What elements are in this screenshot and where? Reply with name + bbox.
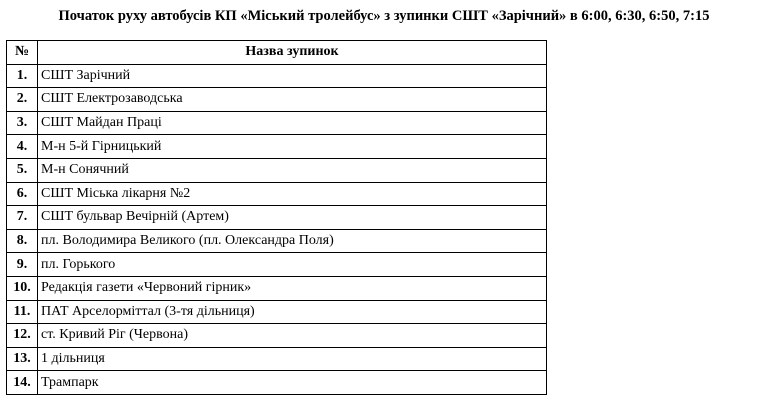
row-stop-name: ст. Кривий Ріг (Червона): [38, 324, 547, 348]
table-row: [7, 324, 547, 348]
row-stop-name: Трампарк: [38, 371, 547, 395]
table-row: [7, 182, 547, 206]
table-row: [7, 206, 547, 230]
row-number: 3.: [7, 111, 38, 135]
table-row: [7, 253, 547, 277]
row-number: 13.: [7, 347, 38, 371]
row-stop-name: М-н Сонячний: [38, 158, 547, 182]
table-row: [7, 64, 547, 88]
row-number: 11.: [7, 300, 38, 324]
row-number: 1.: [7, 64, 38, 88]
header-name: Назва зупинок: [38, 41, 547, 65]
row-stop-name: СШТ Зарічний: [38, 64, 547, 88]
row-stop-name: ПАТ Арселорміттал (3-тя дільниця): [38, 300, 547, 324]
table-row: [7, 229, 547, 253]
table-row: [7, 158, 547, 182]
table-row: [7, 88, 547, 112]
stops-table: [6, 40, 547, 395]
row-stop-name: СШТ Міська лікарня №2: [38, 182, 547, 206]
row-number: 6.: [7, 182, 38, 206]
row-number: 9.: [7, 253, 38, 277]
row-stop-name: пл. Володимира Великого (пл. Олександра Поля): [38, 229, 547, 253]
row-stop-name: СШТ Електрозаводська: [38, 88, 547, 112]
table-header: [7, 41, 547, 65]
table-body: [7, 64, 547, 394]
row-number: 5.: [7, 158, 38, 182]
row-number: 12.: [7, 324, 38, 348]
table-row: [7, 135, 547, 159]
row-stop-name: Редакція газети «Червоний гірник»: [38, 276, 547, 300]
row-number: 8.: [7, 229, 38, 253]
row-stop-name: М-н 5-й Гірницький: [38, 135, 547, 159]
table-row: [7, 347, 547, 371]
header-number: №: [7, 41, 38, 65]
header-row: [7, 41, 547, 65]
row-number: 4.: [7, 135, 38, 159]
row-stop-name: СШТ Майдан Праці: [38, 111, 547, 135]
table-row: [7, 300, 547, 324]
document-title: Початок руху автобусів КП «Міський тролейбус» з зупинки СШТ «Зарічний» в 6:00, 6:30, 6:50, 7:15: [58, 8, 710, 24]
row-number: 14.: [7, 371, 38, 395]
row-number: 10.: [7, 276, 38, 300]
row-number: 7.: [7, 206, 38, 230]
row-number: 2.: [7, 88, 38, 112]
row-stop-name: 1 дільниця: [38, 347, 547, 371]
row-stop-name: пл. Горького: [38, 253, 547, 277]
table-row: [7, 371, 547, 395]
row-stop-name: СШТ бульвар Вечірній (Артем): [38, 206, 547, 230]
table-row: [7, 111, 547, 135]
table-row: [7, 276, 547, 300]
